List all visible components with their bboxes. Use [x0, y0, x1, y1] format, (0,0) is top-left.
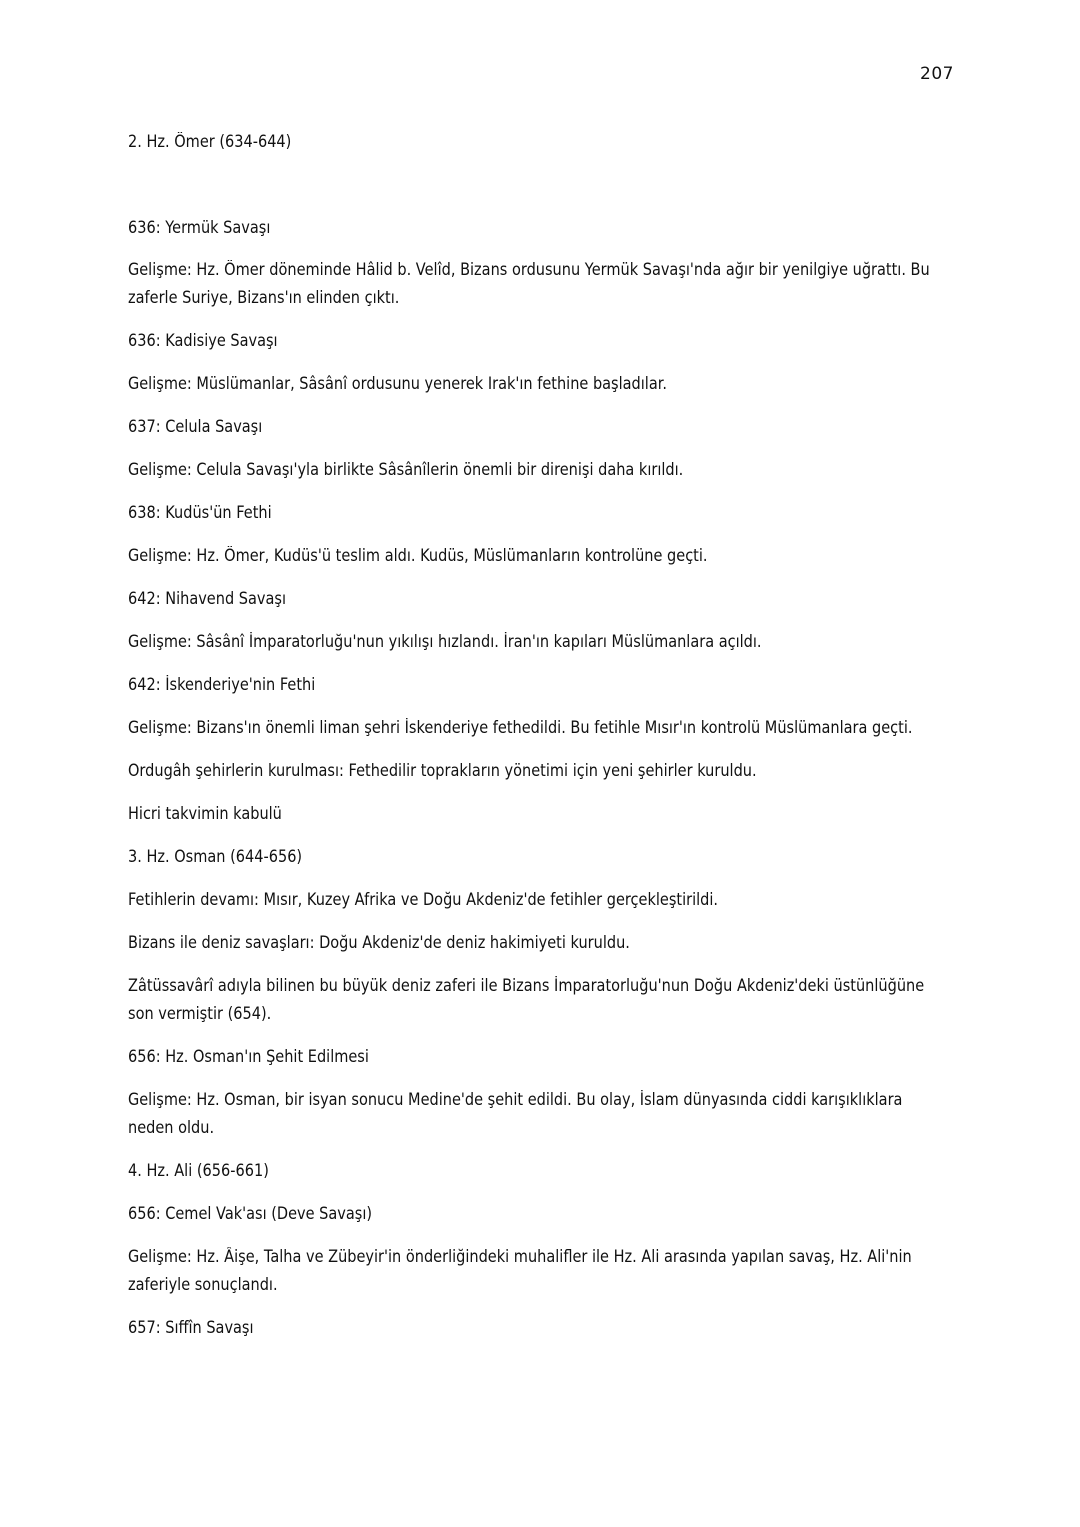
- document-body: [128, 128, 938, 1342]
- list-item: Hicri takvimin kabulü: [128, 804, 282, 823]
- list-item: Ordugâh şehirlerin kurulması: Fethedilir toprakların yönetimi için yeni şehirler kuruldu.: [128, 761, 757, 780]
- list-item: Fetihlerin devamı: Mısır, Kuzey Afrika ve Doğu Akdeniz'de fetihler gerçekleştirildi.: [128, 890, 719, 909]
- page-number: 207: [920, 64, 954, 84]
- event-description: Gelişme: Hz. Osman, bir isyan sonucu Medine'de şehit edildi. Bu olay, İslam dünyasında ciddi karışıklıklara neden oldu.: [128, 1090, 903, 1137]
- event-description: Gelişme: Bizans'ın önemli liman şehri İskenderiye fethedildi. Bu fetihle Mısır'ın kontrolü Müslümanlara geçti.: [128, 718, 913, 737]
- event-description: Gelişme: Müslümanlar, Sâsânî ordusunu yenerek Irak'ın fethine başladılar.: [128, 374, 667, 393]
- event-heading: 642: Nihavend Savaşı: [128, 589, 286, 608]
- section-heading-osman: 3. Hz. Osman (644-656): [128, 847, 303, 866]
- event-description: Gelişme: Sâsânî İmparatorluğu'nun yıkılışı hızlandı. İran'ın kapıları Müslümanlara açıldı.: [128, 632, 762, 651]
- event-heading: 636: Kadisiye Savaşı: [128, 331, 278, 350]
- event-heading: 636: Yermük Savaşı: [128, 218, 271, 237]
- event-heading: 656: Hz. Osman'ın Şehit Edilmesi: [128, 1047, 369, 1066]
- list-item: Bizans ile deniz savaşları: Doğu Akdeniz'de deniz hakimiyeti kuruldu.: [128, 933, 630, 952]
- section-heading-ali: 4. Hz. Ali (656-661): [128, 1161, 269, 1180]
- event-heading: 638: Kudüs'ün Fethi: [128, 503, 272, 522]
- event-heading: 656: Cemel Vak'ası (Deve Savaşı): [128, 1204, 373, 1223]
- event-description: Gelişme: Hz. Ömer, Kudüs'ü teslim aldı. Kudüs, Müslümanların kontrolüne geçti.: [128, 546, 708, 565]
- event-heading: 657: Sıffîn Savaşı: [128, 1318, 254, 1337]
- paragraph: Zâtüssavârî adıyla bilinen bu büyük deniz zaferi ile Bizans İmparatorluğu'nun Doğu Akdeniz'deki üstünlüğüne son vermiştir (654).: [128, 976, 925, 1023]
- section-heading-omer: 2. Hz. Ömer (634-644): [128, 132, 292, 151]
- event-heading: 637: Celula Savaşı: [128, 417, 263, 436]
- event-description: Gelişme: Hz. Ömer döneminde Hâlid b. Velîd, Bizans ordusunu Yermük Savaşı'nda ağır bir yenilgiye uğrattı. Bu zaferle Suriye, Bizans'ın elinden çıktı.: [128, 260, 930, 307]
- event-description: Gelişme: Celula Savaşı'yla birlikte Sâsânîlerin önemli bir direnişi daha kırıldı.: [128, 460, 684, 479]
- event-description: Gelişme: Hz. Âişe, Talha ve Zübeyir'in önderliğindeki muhalifler ile Hz. Ali arasında yapılan savaş, Hz. Ali'nin zaferiyle sonuçlandı.: [128, 1247, 912, 1294]
- event-heading: 642: İskenderiye'nin Fethi: [128, 675, 316, 694]
